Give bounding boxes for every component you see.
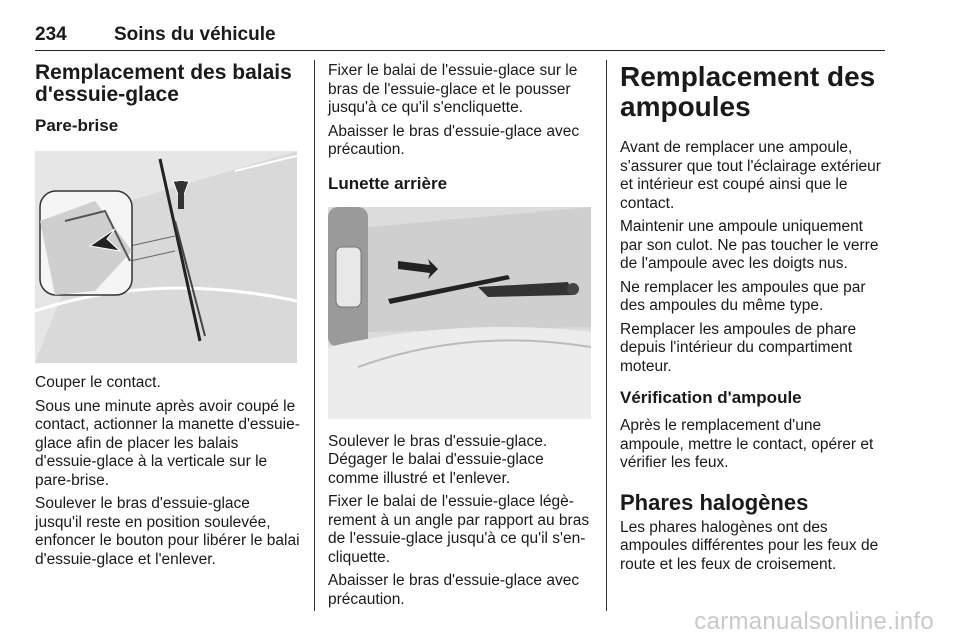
page-header [35, 18, 885, 51]
col2-paragraph-2: Abaisser le bras d'essuie-glace avec précaution. [328, 122, 580, 158]
watermark: carmanualsonline.info [694, 608, 934, 635]
column-1 [35, 62, 300, 569]
col3-paragraph-4: Remplacer les ampoules de phare depuis l'intérieur du compartiment moteur. [620, 320, 857, 375]
col2-paragraph-1: Fixer le balai de l'essuie-glace sur le bras de l'essuie-glace et le pousser jusqu'à ce qu'il s'encliquette. [328, 62, 578, 116]
column-divider-left [314, 60, 315, 611]
col1-paragraph-2: Sous une minute après avoir coupé le contact, actionner la manette d'essuie-glace afin de placer les balais d'essuie-glace à la verticale sur le pare-brise. [35, 397, 300, 489]
col3-paragraph-3: Ne remplacer les ampoules que par des ampoules du même type. [620, 278, 866, 314]
col1-paragraph-3: Soulever le bras d'essuie-glace jusqu'il reste en position soulevée, enfoncer le bouton pour libérer le balai d'essuie-glace et l'enlever. [35, 495, 300, 568]
rear-wiper-illustration [328, 207, 591, 419]
col2-paragraph-3: Soulever le bras d'essuie-glace. Dégager le balai d'essuie-glace comme illustré et l'enlever. [328, 432, 548, 487]
bulb-check-paragraph: Après le remplacement d'une ampoule, mettre le contact, opérer et vérifier les feux. [620, 417, 874, 471]
col1-paragraph-1: Couper le contact. [35, 374, 161, 391]
col3-paragraph-1: Avant de remplacer une ampoule, s'assurer que tout l'éclairage extérieur et intérieur est coupé ainsi que le contact. [620, 139, 881, 212]
wiper-replacement-title: Remplacement des balais d'essuie-glace [35, 61, 292, 106]
col2-paragraph-4: Fixer le balai de l'essuie-glace légèrement à un angle par rapport au bras de l'essuie-glace jusqu'à ce qu'il s'encliquette. [328, 493, 590, 566]
column-divider-right [606, 60, 607, 611]
rear-window-subtitle: Lunette arrière [328, 173, 448, 193]
page-number: 234 [35, 24, 67, 45]
col3-paragraph-2: Maintenir une ampoule uniquement par son culot. Ne pas toucher le verre de l'ampoule avec les doigts nus. [620, 218, 879, 272]
col2-paragraph-5: Abaisser le bras d'essuie-glace avec précaution. [328, 572, 580, 608]
halogen-headlights-title: Phares halogènes [620, 489, 809, 515]
windscreen-subtitle: Pare-brise [35, 116, 119, 135]
bulb-check-subtitle: Vérification d'ampoule [620, 388, 802, 407]
section-title: Soins du véhicule [114, 24, 276, 45]
column-2 [328, 62, 593, 609]
windscreen-wiper-illustration [35, 151, 297, 363]
column-3 [620, 62, 888, 574]
halogen-paragraph: Les phares halogènes ont des ampoules différentes pour les feux de route et les feux de croisement. [620, 518, 879, 573]
bulb-replacement-title: Remplacement des ampoules [620, 61, 876, 122]
